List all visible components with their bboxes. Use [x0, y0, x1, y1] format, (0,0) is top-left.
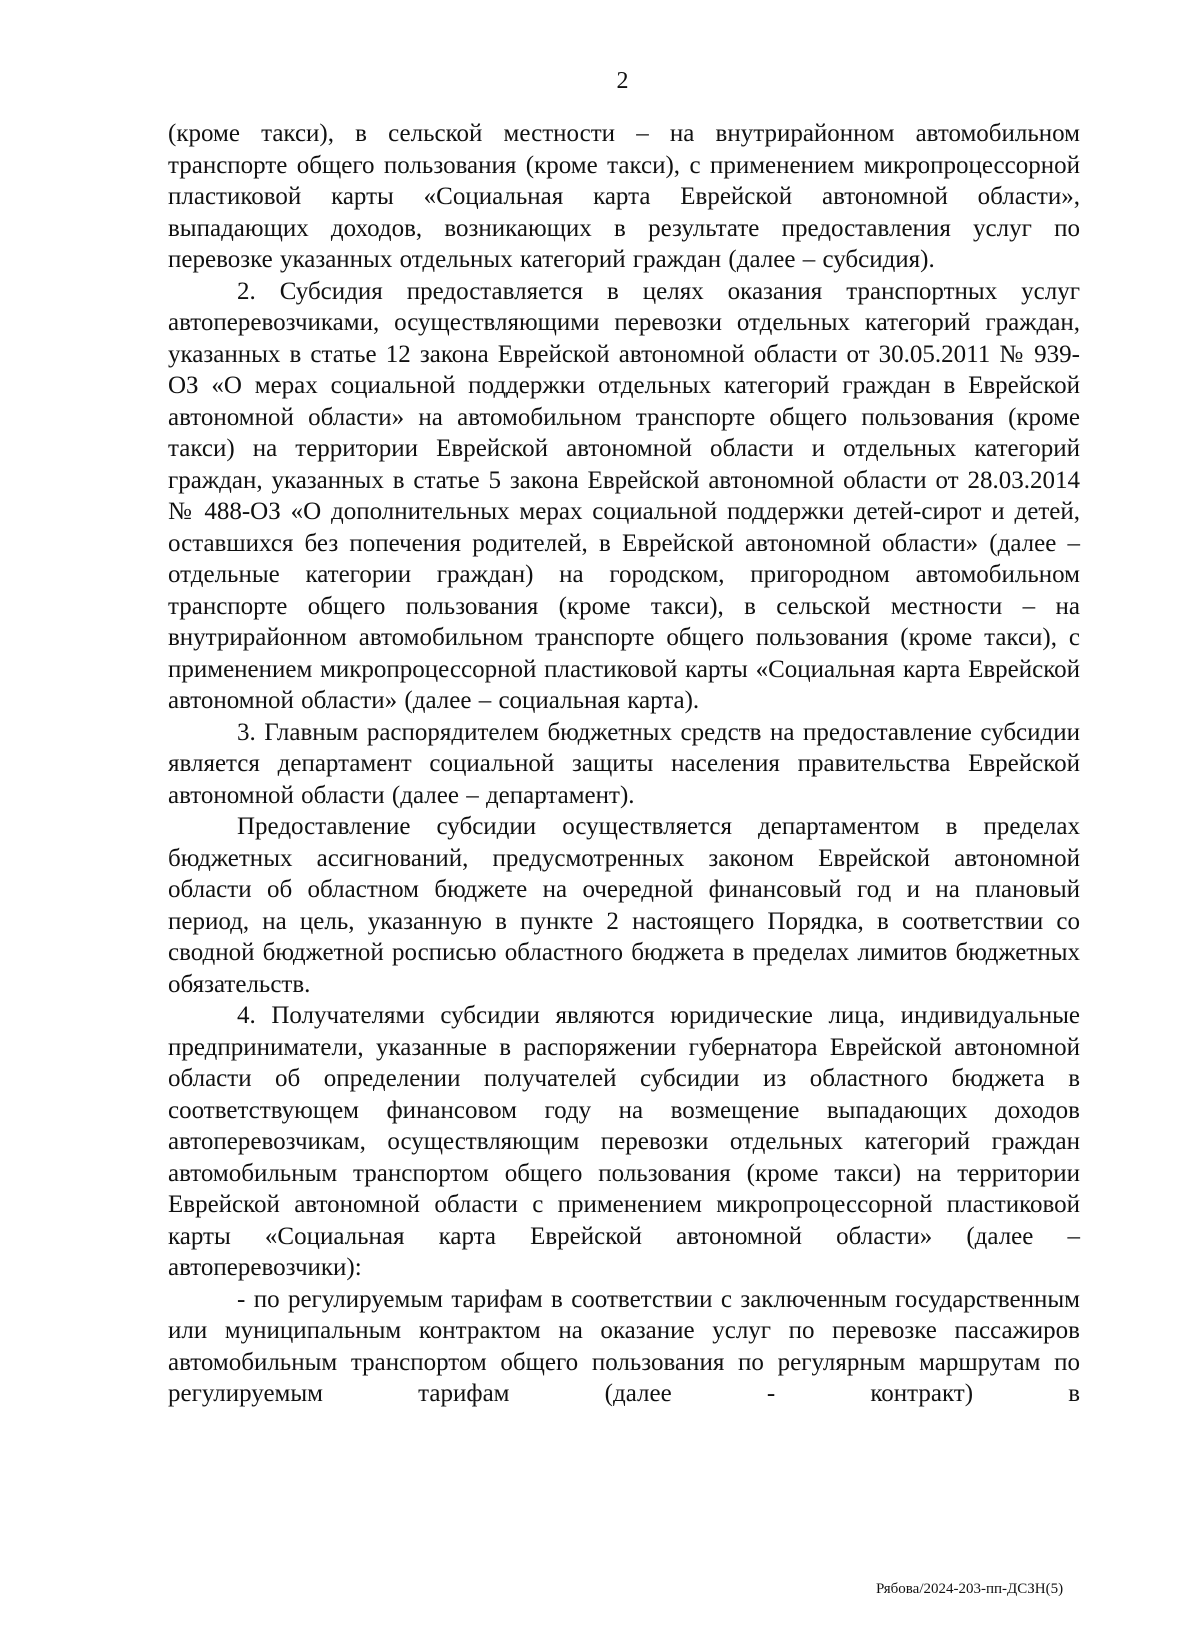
paragraph-4: 4. Получателями субсидии являются юридические лица, индивидуальные предприниматели, указанные в распоряжении губернатора Еврейской автономной области об определении получателей субсидии из областного бюджета в соответствующем финансовом году на возмещение выпадающих доходов автоперевозчикам, осуществляющим перевозки отдельных категорий граждан автомобильным транспортом общего пользования (кроме такси) на территории Еврейской автономной области с применением микропроцессорной пластиковой карты «Социальная карта Еврейской автономной области» (далее – автоперевозчики): — [168, 1002, 1080, 1281]
paragraph-3: 3. Главным распорядителем бюджетных средств на предоставление субсидии является департамент социальной защиты населения правительства Еврейской автономной области (далее – департамент). — [168, 718, 1080, 809]
paragraph-4-item: - по регулируемым тарифам в соответствии с заключенным государственным или муниципальным контрактом на оказание услуг по перевозке пассажиров автомобильным транспортом общего пользования по регулярным маршрутам по регулируемым тарифам (далее - контракт) в — [168, 1285, 1080, 1407]
paragraph-continuation: (кроме такси), в сельской местности – на внутрирайонном автомобильном транспорте общего пользования (кроме такси), с применением микропроцессорной пластиковой карты «Социальная карта Еврейской автономной области», выпадающих доходов, возникающих в результате предоставления услуг по перевозке указанных отдельных категорий граждан (далее – субсидия). — [168, 120, 1080, 273]
document-body — [168, 118, 1080, 1410]
document-reference-footer: Рябова/2024-203-пп-ДСЗН(5) — [876, 1581, 1064, 1597]
page-number: 2 — [616, 68, 629, 94]
paragraph-2: 2. Субсидия предоставляется в целях оказания транспортных услуг автоперевозчиками, осуществляющими перевозки отдельных категорий граждан, указанных в статье 12 закона Еврейской автономной области от 30.05.2011 № 939-ОЗ «О мерах социальной поддержки отдельных категорий граждан в Еврейской автономной области» на автомобильном транспорте общего пользования (кроме такси) на территории Еврейской автономной области и отдельных категорий граждан, указанных в статье 5 закона Еврейской автономной области от 28.03.2014 № 488-ОЗ «О дополнительных мерах социальной поддержки детей-сирот и детей, оставшихся без попечения родителей, в Еврейской автономной области» (далее – отдельные категории граждан) на городском, пригородном автомобильном транспорте общего пользования (кроме такси), в сельской местности – на внутрирайонном автомобильном транспорте общего пользования (кроме такси), с применением микропроцессорной пластиковой карты «Социальная карта Еврейской автономной области» (далее – социальная карта). — [168, 277, 1080, 714]
paragraph-3-continued: Предоставление субсидии осуществляется департаментом в пределах бюджетных ассигнований, предусмотренных законом Еврейской автономной области об областном бюджете на очередной финансовый год и на плановый период, на цель, указанную в пункте 2 настоящего Порядка, в соответствии со сводной бюджетной росписью областного бюджета в пределах лимитов бюджетных обязательств. — [168, 813, 1080, 998]
